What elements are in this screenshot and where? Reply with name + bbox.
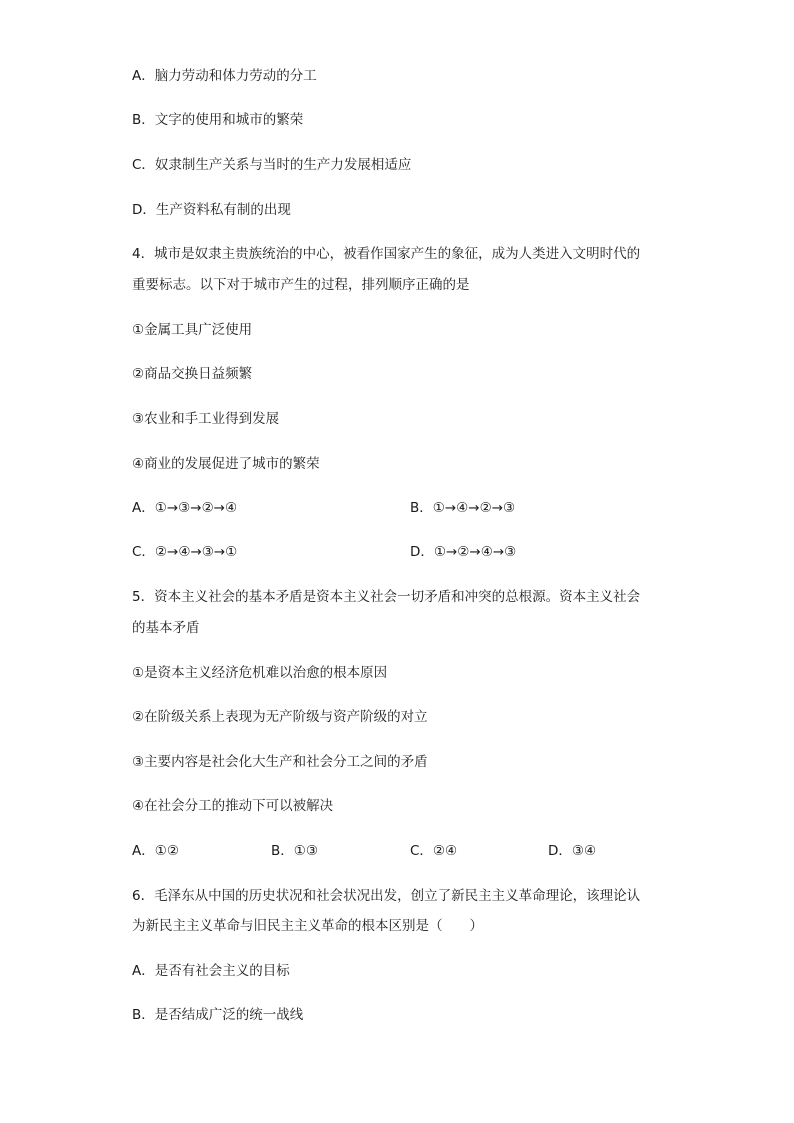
q4-option-c: C．②→④→③→① — [132, 544, 238, 560]
q5-item-2: ②在阶级关系上表现为无产阶级与资产阶级的对立 — [132, 709, 428, 725]
q4-stem-line1: 4．城市是奴隶主贵族统治的中心，被看作国家产生的象征，成为人类进入文明时代的 — [132, 246, 641, 262]
q4-option-a: A．①→③→②→④ — [132, 500, 238, 516]
q4-item-2: ②商品交换日益频繁 — [132, 366, 253, 382]
q5-option-b: B．①③ — [271, 843, 318, 859]
q5-stem-line1: 5．资本主义社会的基本矛盾是资本主义社会一切矛盾和冲突的总根源。资本主义社会 — [132, 589, 641, 605]
q4-item-3: ③农业和手工业得到发展 — [132, 411, 280, 427]
q5-item-3: ③主要内容是社会化大生产和社会分工之间的矛盾 — [132, 754, 428, 770]
q5-option-c: C．②④ — [410, 843, 458, 859]
q6-stem-line2: 为新民主主义革命与旧民主主义革命的根本区别是（ ） — [132, 918, 483, 934]
q3-option-d: D．生产资料私有制的出现 — [132, 202, 291, 218]
q4-option-d: D．①→②→④→③ — [410, 544, 517, 560]
q6-option-b: B．是否结成广泛的统一战线 — [132, 1007, 304, 1023]
q4-option-b: B．①→④→②→③ — [410, 500, 516, 516]
q5-item-1: ①是资本主义经济危机难以治愈的根本原因 — [132, 665, 388, 681]
q4-item-4: ④商业的发展促进了城市的繁荣 — [132, 456, 320, 472]
q3-option-b: B．文字的使用和城市的繁荣 — [132, 112, 304, 128]
q3-option-c: C．奴隶制生产关系与当时的生产力发展相适应 — [132, 157, 412, 173]
q4-stem-line2: 重要标志。以下对于城市产生的过程，排列顺序正确的是 — [132, 277, 470, 293]
q3-option-a: A．脑力劳动和体力劳动的分工 — [132, 68, 317, 84]
q5-option-d: D．③④ — [548, 843, 597, 859]
q5-item-4: ④在社会分工的推动下可以被解决 — [132, 798, 334, 814]
q6-option-a: A．是否有社会主义的目标 — [132, 963, 290, 979]
q5-stem-line2: 的基本矛盾 — [132, 620, 200, 636]
q5-option-a: A．①② — [132, 843, 179, 859]
q4-item-1: ①金属工具广泛使用 — [132, 322, 253, 338]
q6-stem-line1: 6．毛泽东从中国的历史状况和社会状况出发，创立了新民主主义革命理论，该理论认 — [132, 888, 641, 904]
